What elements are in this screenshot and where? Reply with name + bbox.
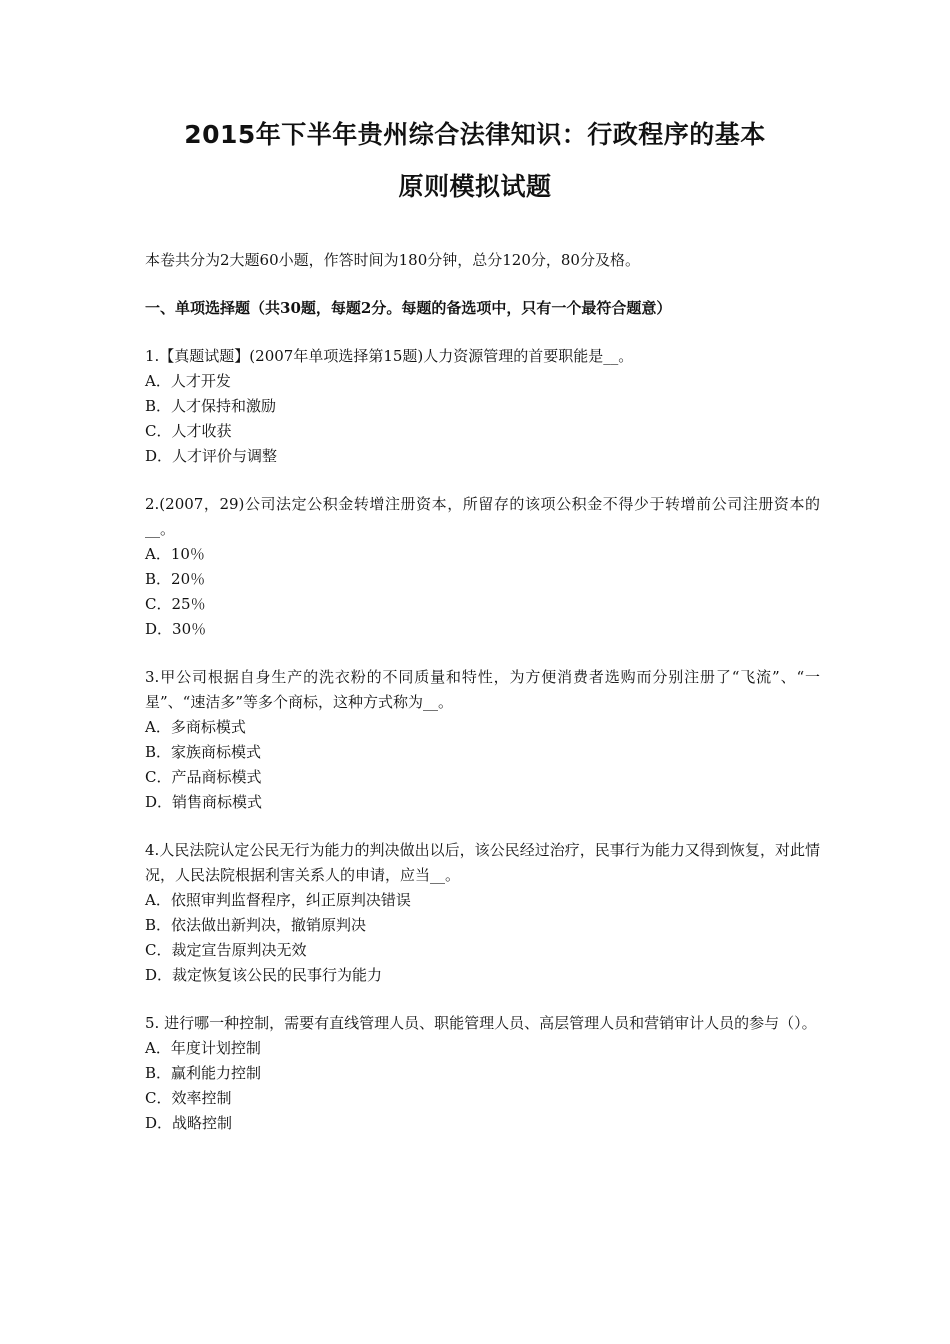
option-a: A．年度计划控制 <box>145 1039 261 1057</box>
section-heading: 一、单项选择题（共30题，每题2分。每题的备选项中，只有一个最符合题意） <box>145 299 672 317</box>
option-b: B．20％ <box>145 570 206 588</box>
option-c: C．人才收获 <box>145 422 232 440</box>
question-1 <box>145 344 820 469</box>
question-stem: 5. 进行哪一种控制，需要有直线管理人员、职能管理人员、高层管理人员和营销审计人员的参与（）。 <box>145 1014 817 1032</box>
question-stem: 4.人民法院认定公民无行为能力的判决做出以后，该公民经过治疗，民事行为能力又得到恢复，对此情况，人民法院根据利害关系人的申请，应当__。 <box>145 841 820 884</box>
option-d: D．裁定恢复该公民的民事行为能力 <box>145 966 383 984</box>
option-c: C．裁定宣告原判决无效 <box>145 941 307 959</box>
option-a: A．人才开发 <box>145 372 231 390</box>
option-b: B．人才保持和激励 <box>145 397 277 415</box>
question-5 <box>145 1011 820 1136</box>
question-2 <box>145 492 820 642</box>
option-c: C．25％ <box>145 595 206 613</box>
question-3 <box>145 665 820 815</box>
document-title-line-1: 2015年下半年贵州综合法律知识：行政程序的基本 <box>184 120 766 149</box>
option-d: D．30％ <box>145 620 207 638</box>
option-c: C．产品商标模式 <box>145 768 262 786</box>
document-body <box>145 248 820 1159</box>
option-c: C．效率控制 <box>145 1089 232 1107</box>
question-4 <box>145 838 820 988</box>
option-a: A．多商标模式 <box>145 718 246 736</box>
option-b: B．家族商标模式 <box>145 743 262 761</box>
option-d: D．战略控制 <box>145 1114 233 1132</box>
option-d: D．人才评价与调整 <box>145 447 278 465</box>
option-a: A．依照审判监督程序，纠正原判决错误 <box>145 891 411 909</box>
question-stem: 1.【真题试题】(2007年单项选择第15题)人力资源管理的首要职能是__。 <box>145 347 634 365</box>
question-stem: 3.甲公司根据自身生产的洗衣粉的不同质量和特性，为方便消费者选购而分别注册了“飞流”、“一星”、“速洁多”等多个商标，这种方式称为__。 <box>145 668 820 711</box>
option-b: B．赢利能力控制 <box>145 1064 262 1082</box>
exam-intro: 本卷共分为2大题60小题，作答时间为180分钟，总分120分，80分及格。 <box>145 251 640 269</box>
document-title-line-2: 原则模拟试题 <box>398 172 552 201</box>
option-a: A．10％ <box>145 545 205 563</box>
option-d: D．销售商标模式 <box>145 793 263 811</box>
option-b: B．依法做出新判决，撤销原判决 <box>145 916 367 934</box>
question-stem: 2.(2007，29)公司法定公积金转增注册资本，所留存的该项公积金不得少于转增前公司注册资本的__。 <box>145 495 820 538</box>
